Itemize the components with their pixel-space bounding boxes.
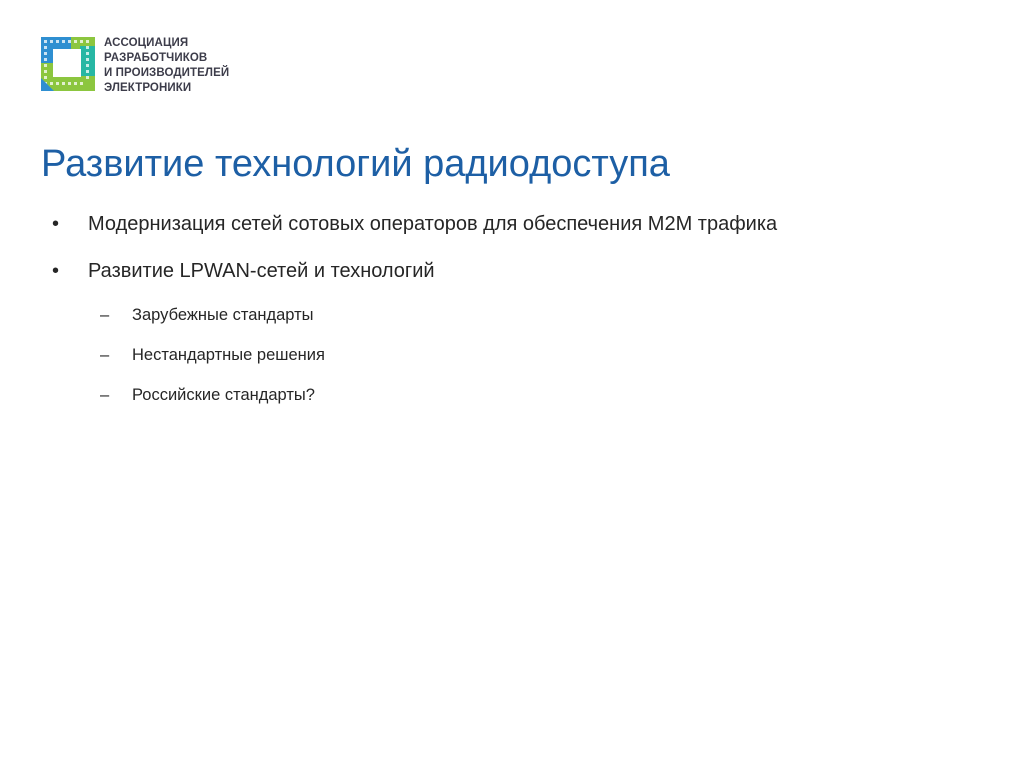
bullet-text: Развитие LPWAN-сетей и технологий: [88, 260, 435, 282]
logo-text-line: РАЗРАБОТЧИКОВ: [104, 52, 208, 64]
bullet-marker: •: [52, 213, 60, 235]
slide-title: Развитие технологий радиодоступа: [41, 143, 670, 185]
sub-bullet-text: Нестандартные решения: [132, 346, 325, 364]
logo-text-line: АССОЦИАЦИЯ: [104, 37, 189, 49]
sub-bullet-text: Российские стандарты?: [132, 386, 315, 404]
association-logo-icon: [40, 36, 96, 92]
bullet-marker: •: [52, 260, 60, 282]
sub-bullet-marker: –: [100, 386, 110, 404]
sub-bullet-marker: –: [100, 346, 110, 364]
bullet-text: Модернизация сетей сотовых операторов для обеспечения M2M трафика: [88, 213, 778, 235]
sub-bullet-marker: –: [100, 306, 110, 324]
association-logo-text: [104, 36, 229, 96]
sub-bullet-text: Зарубежные стандарты: [132, 306, 314, 324]
logo-text-line: И ПРОИЗВОДИТЕЛЕЙ: [104, 67, 230, 79]
logo-text-line: ЭЛЕКТРОНИКИ: [104, 82, 192, 94]
association-logo: [40, 36, 260, 96]
